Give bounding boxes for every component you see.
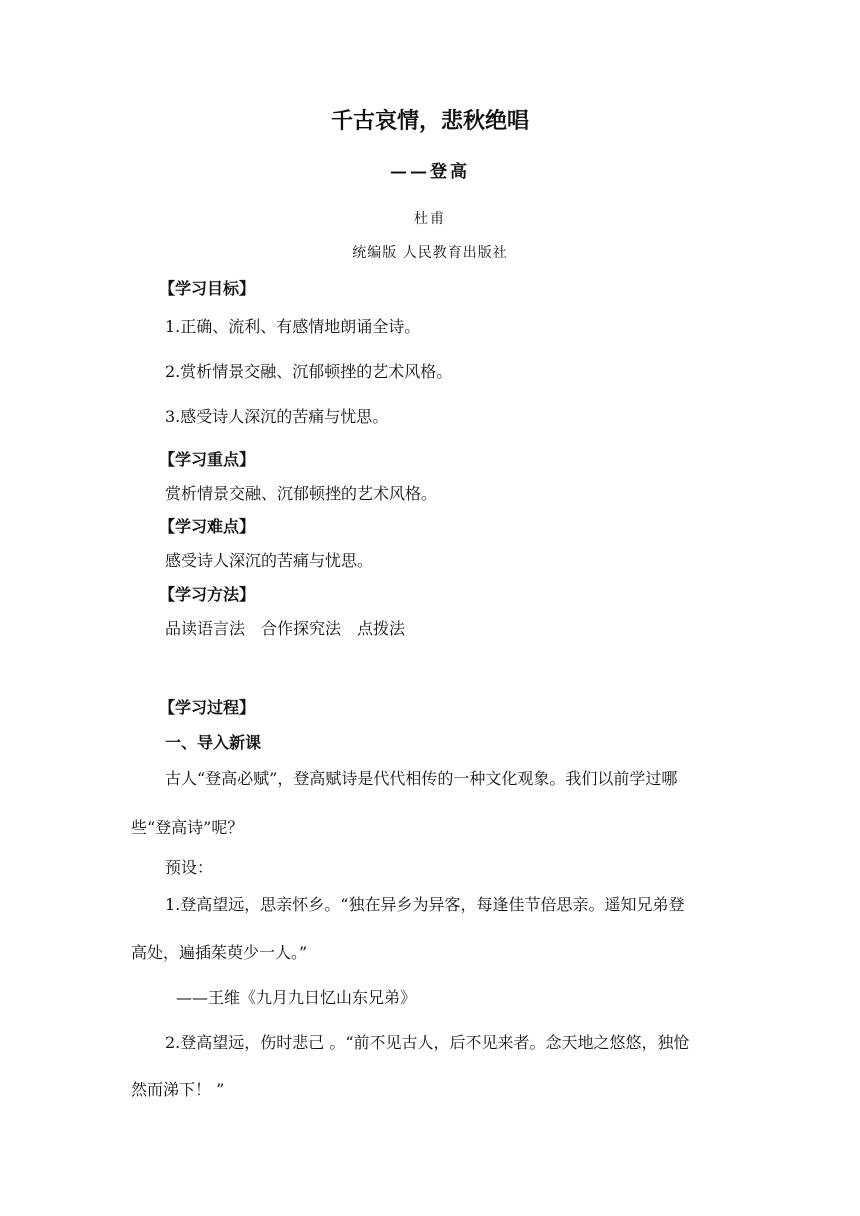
item-1-line-2: 高处，遍插茱萸少一人。” bbox=[131, 943, 308, 962]
objective-item-3: 3.感受诗人深沉的苦痛与忧思。 bbox=[165, 407, 389, 426]
methods-heading: 【学习方法】 bbox=[159, 585, 256, 604]
section-title-intro: 一、导入新课 bbox=[165, 733, 262, 752]
difficulties-text: 感受诗人深沉的苦痛与忧思。 bbox=[165, 551, 374, 570]
item-1-source: ——王维《九月九日忆山东兄弟》 bbox=[176, 988, 417, 1007]
item-1-line-1: 1.登高望远，思亲怀乡。“独在异乡为异客，每逢佳节倍思亲。遥知兄弟登 bbox=[165, 895, 685, 914]
methods-text: 品读语言法 合作探究法 点拨法 bbox=[165, 619, 406, 638]
document-title: 千古哀情，悲秋绝唱 bbox=[330, 108, 529, 134]
publisher-name: 统编版 人民教育出版社 bbox=[352, 245, 508, 261]
objective-item-1: 1.正确、流利、有感情地朗诵全诗。 bbox=[165, 317, 421, 336]
objective-item-2: 2.赏析情景交融、沉郁顿挫的艺术风格。 bbox=[165, 362, 453, 381]
key-points-heading: 【学习重点】 bbox=[159, 450, 256, 469]
objectives-heading: 【学习目标】 bbox=[159, 279, 256, 298]
item-2-line-1: 2.登高望远，伤时悲己 。“前不见古人，后不见来者。念天地之悠悠，独怆 bbox=[165, 1033, 690, 1052]
document-subtitle: ——登高 bbox=[390, 162, 470, 182]
intro-paragraph-line-2: 些“登高诗”呢？ bbox=[131, 818, 244, 837]
author-name: 杜甫 bbox=[414, 211, 446, 227]
difficulties-heading: 【学习难点】 bbox=[159, 517, 256, 536]
item-2-line-2: 然而涕下！ ” bbox=[131, 1080, 225, 1099]
intro-paragraph-line-1: 古人“登高必赋”，登高赋诗是代代相传的一种文化观象。我们以前学过哪 bbox=[165, 769, 678, 788]
key-points-text: 赏析情景交融、沉郁顿挫的艺术风格。 bbox=[165, 484, 438, 503]
process-heading: 【学习过程】 bbox=[159, 698, 256, 717]
preset-label: 预设： bbox=[165, 858, 214, 877]
